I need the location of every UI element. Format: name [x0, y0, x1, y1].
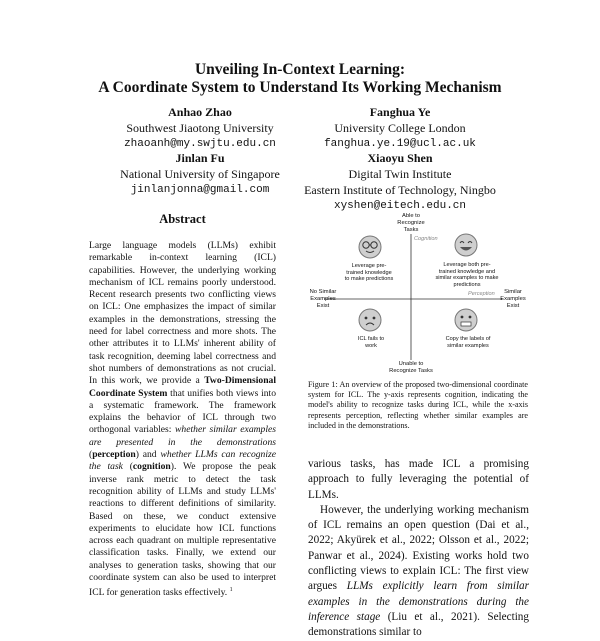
author-affiliation: Digital Twin Institute: [348, 167, 452, 181]
author-affiliation-2: Eastern Institute of Technology, Ningbo: [304, 183, 496, 197]
author-block-3: [100, 150, 300, 198]
quadrant-bottom-right-text: Copy the labels of similar examples: [445, 336, 491, 349]
author-block-1: [100, 104, 300, 152]
abstract-heading: Abstract: [159, 212, 206, 226]
quadrant-top-left-text: Leverage pre- trained knowledge to make predictions: [344, 263, 394, 283]
paragraph: However, the underlying working mechanism of ICL remains an open question (Dai et al., 2022; Akyürek et al., 2022; Olsson et al., 2022; Panwar et al., 2024). Existing works hold two conflicting views to explain ICL: The first view argues LLMs explicitly learn from similar examples in the demonstrations during the inference stage (Liu et al., 2021). Selecting demonstrations similar to: [308, 503, 529, 639]
top-axis-label: Able to Recognize Tasks: [397, 213, 425, 233]
nerd-face-icon: [358, 235, 382, 259]
cognition-label: Cognition: [414, 236, 438, 242]
author-email: xyshen@eitech.edu.cn: [333, 200, 467, 212]
paragraph: various tasks, has made ICL a promising approach to fully leveraging the potential of LLMs.: [308, 458, 529, 501]
author-affiliation: University College London: [334, 121, 466, 135]
right-axis-label: Similar Examples Exist: [500, 289, 526, 309]
author-affiliation: National University of Singapore: [120, 167, 280, 181]
author-name: Anhao Zhao: [168, 105, 232, 119]
quadrant-bottom-left-text: ICL fails to work: [357, 336, 385, 349]
perception-label: Perception: [468, 291, 495, 297]
grimacing-face-icon: [454, 308, 478, 332]
coordinate-diagram: [306, 212, 530, 377]
author-block-4: [280, 150, 520, 214]
body-text: [308, 457, 529, 641]
smiling-face-icon: [454, 233, 478, 257]
worried-face-icon: [358, 308, 382, 332]
author-email: zhaoanh@my.swjtu.edu.cn: [124, 138, 276, 150]
author-block-2: [300, 104, 500, 152]
author-email: fanghua.ye.19@ucl.ac.uk: [324, 138, 476, 150]
figure-caption: Figure 1: An overview of the proposed two-dimensional coordinate system for ICL. The y-axis represents cognition, indicating the model's ability to recognize tasks during ICL, while the x-axis represents perception, reflecting whether similar examples are included in the demonstrations.: [308, 380, 528, 430]
left-axis-label: No Similar Examples Exist: [309, 289, 337, 309]
author-name: Fanghua Ye: [369, 105, 431, 119]
bottom-axis-label: Unable to Recognize Tasks: [389, 361, 433, 374]
footnote-mark: 1: [229, 587, 233, 594]
abstract-text: Large language models (LLMs) exhibit remarkable in-context learning (ICL) capabilities. However, the underlying working mechanism of ICL remains poorly understood. Recent research presents two conflicting views on ICL: One emphasizes the impact of similar examples in the demonstrations, stressing the need for label correctness and more shots. The other attributes it to LLMs' inherent ability of task recognition, deeming label correctness and shot numbers of demonstrations as not crucial. In this work, we provide a Two-Dimensional Coordinate System that unifies both views into a systematic framework. The framework explains the behavior of ICL through two orthogonal variables: whether similar examples are presented in the demonstrations (perception) and whether LLMs can recognize the task (cognition). We propose the peak inverse rank metric to detect the task recognition ability of LLMs and study LLMs' reactions to different definitions of similarity. Based on these, we conduct extensive experiments to elucidate how ICL functions across each quadrant on multiple representative classification tasks. Finally, we extend our analyses to generation tasks, showing that our coordinate system can also be used to interpret ICL for generation tasks effectively. $^1$: [89, 240, 277, 599]
quadrant-top-right-text: Leverage both pre- trained knowledge and similar examples to make predictions: [435, 262, 499, 288]
author-email: jinlanjonna@gmail.com: [130, 184, 270, 196]
paper-title-line2: A Coordinate System to Understand Its Working Mechanism: [98, 79, 502, 96]
author-name: Jinlan Fu: [175, 151, 225, 165]
author-name: Xiaoyu Shen: [367, 151, 433, 165]
author-affiliation: Southwest Jiaotong University: [126, 121, 274, 135]
paper-title-line1: Unveiling In-Context Learning:: [194, 61, 406, 78]
